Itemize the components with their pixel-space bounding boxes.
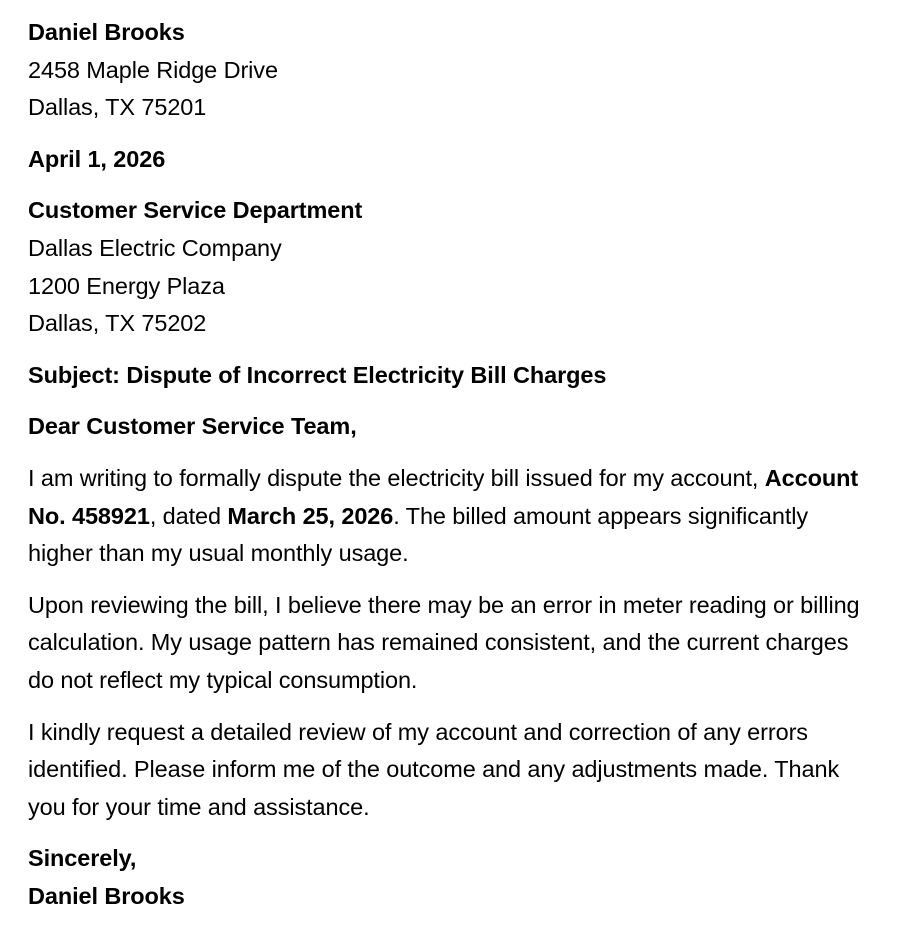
recipient-street: 1200 Energy Plaza xyxy=(28,272,225,299)
recipient-department: Customer Service Department xyxy=(28,197,363,224)
sender-address-block xyxy=(28,14,866,127)
recipient-address-block xyxy=(28,192,866,342)
body-paragraph-2: Upon reviewing the bill, I believe there may be an error in meter reading or billing calculation. My usage pattern has remained consistent, and the current charges do not reflect my typical consumption. xyxy=(28,591,860,693)
subject-block xyxy=(28,357,866,395)
account-number-emphasis: Account No. 458921 xyxy=(28,464,859,529)
recipient-company: Dallas Electric Company xyxy=(28,234,282,261)
body-paragraph-1 xyxy=(28,460,866,573)
body-paragraph-3: I kindly request a detailed review of my account and correction of any errors identified. Please inform me of the outcome and any adjustments made. Thank you for your time and assistance. xyxy=(28,718,840,820)
recipient-city-state-zip: Dallas, TX 75202 xyxy=(28,310,207,337)
letter-date-block xyxy=(28,141,866,179)
paragraph-1-run-5: . The billed amount appears significantly higher than my usual monthly usage. xyxy=(28,502,809,567)
subject-line: Subject: Dispute of Incorrect Electricity Bill Charges xyxy=(28,361,607,388)
sender-name: Daniel Brooks xyxy=(28,19,185,45)
paragraph-1-run-3: , dated xyxy=(149,502,228,529)
letter-date: April 1, 2026 xyxy=(28,145,166,172)
closing-block xyxy=(28,840,866,915)
valediction: Sincerely, xyxy=(28,845,137,872)
salutation-block xyxy=(28,408,866,446)
sender-street: 2458 Maple Ridge Drive xyxy=(28,56,278,83)
paragraph-1-run-1: I am writing to formally dispute the electricity bill issued for my account, xyxy=(28,464,765,491)
sender-city-state-zip: Dallas, TX 75201 xyxy=(28,94,207,121)
signature-name: Daniel Brooks xyxy=(28,882,185,909)
salutation: Dear Customer Service Team, xyxy=(28,413,357,440)
bill-date-emphasis: March 25, 2026 xyxy=(227,502,394,529)
